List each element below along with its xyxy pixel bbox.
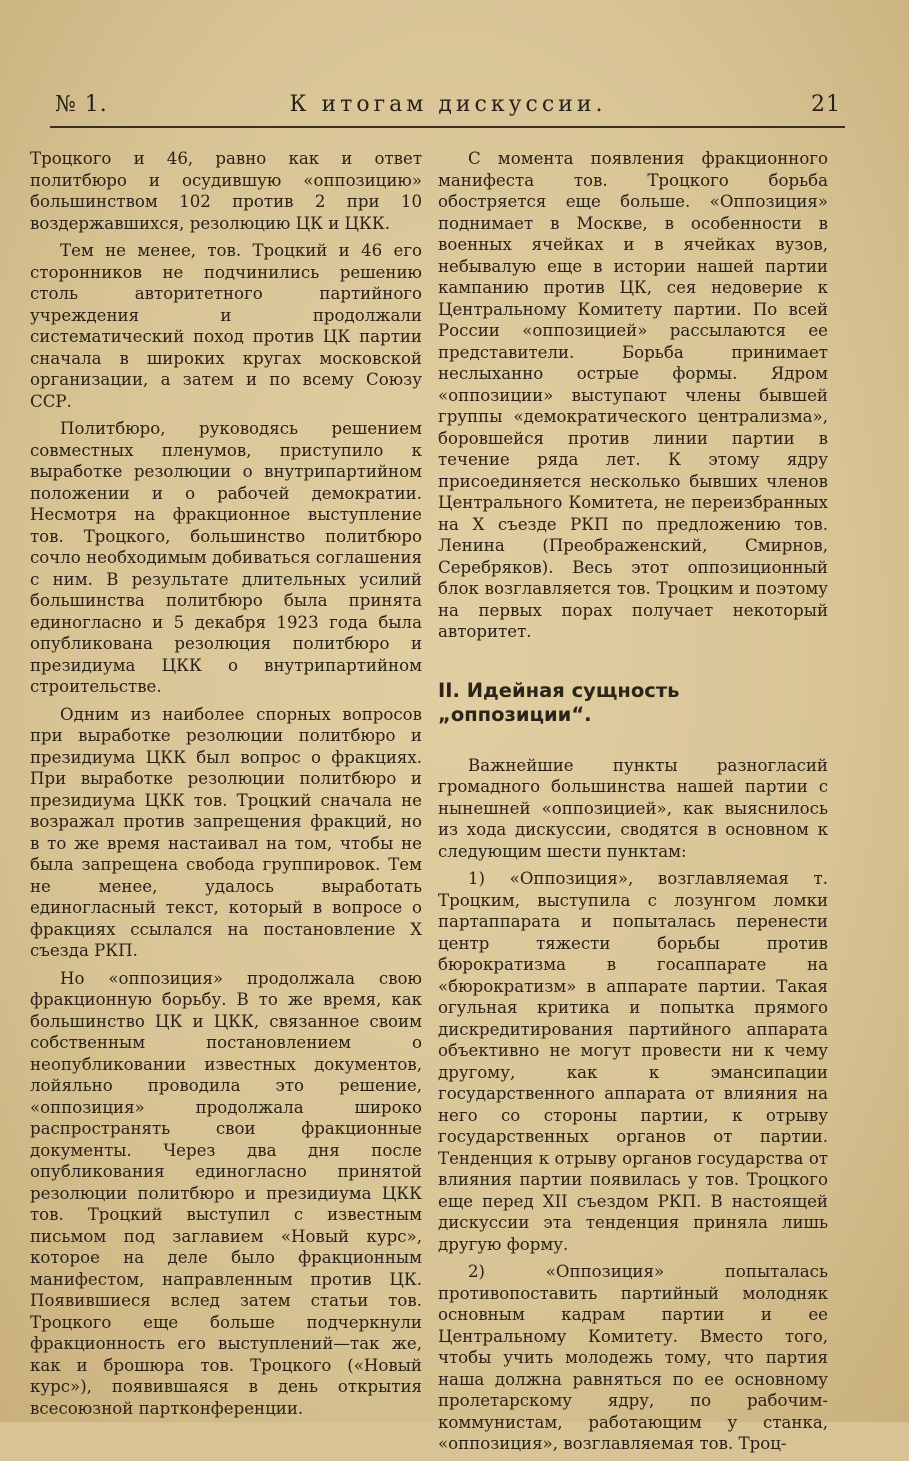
paragraph: Троцкого и 46, равно как и ответ политбюро и осудившую «оппозицию» большинством 102 против 2 при 10 воздержавшихся, резолюцию ЦК и ЦКК. xyxy=(30,149,422,233)
issue-number: № 1. xyxy=(55,92,108,117)
section-heading: II. Идейная сущность „оппозиции“. xyxy=(438,678,680,726)
paragraph: Одним из наиболее спорных вопросов при выработке резолюции политбюро и президиума ЦКК был вопрос о фракциях. При выработке резолюции политбюро и президиума ЦКК тов. Троцкий сначала не возражал против запрещения фракций, но в то же время настаивал на том, чтобы не была запрещена свобода группировок. Тем не менее, удалось выработать единогласный текст, который в вопросе о фракциях ссылался на постановление X съезда РКП. xyxy=(30,704,422,960)
header-rule xyxy=(50,126,845,128)
paragraph: Важнейшие пункты разногласий громадного большинства нашей партии с нынешней «оппозицией», как выяснилось из хода дискуссии, сводятся в основном к следующим шести пунктам: xyxy=(438,755,828,861)
paragraph: 1) «Оппозиция», возглавляемая т. Троцким, выступила с лозунгом ломки партаппарата и попыталась перенести центр тяжести борьбы против бюрократизма в госаппарате на «бюрократизм» в аппарате партии. Такая огульная критика и попытка прямого дискредитирования партийного аппарата объективно не могут провести ни к чему другому, как к эмансипации государственного аппарата от влияния на него со стороны партии, к отрыву государственных органов от партии. Тенденция к отрыву органов государства от влияния партии появилась у тов. Троцкого еще перед XII съездом РКП. В настоящей дискуссии эта тенденция приняла лишь другую форму. xyxy=(438,869,828,1254)
paragraph: 2) «Оппозиция» попыталась противопоставить партийный молодняк основным кадрам партии и ее Центральному Комитету. Вместо того, чтобы учить молодежь тому, что партия наша должна равняться по ее основному пролетарскому ядру, по рабочим-коммунистам, работающим у станка, «оппозиция», возглавляемая тов. Троц- xyxy=(438,1262,828,1453)
left-column xyxy=(30,148,422,1425)
running-title: К итогам дискуссии. xyxy=(289,92,607,117)
page-number: 21 xyxy=(811,92,841,117)
running-header xyxy=(55,92,841,122)
paragraph: Политбюро, руководясь решением совместных пленумов, приступило к выработке резолюции о внутрипартийном положении и о рабочей демократии. Несмотря на фракционное выступление тов. Троцкого, большинство политбюро сочло необходимым добиваться соглашения с ним. В результате длительных усилий большинства политбюро была принята единогласно и 5 декабря 1923 года была опубликована резолюция политбюро и президиума ЦКК о внутрипартийном строительстве. xyxy=(30,419,422,696)
paragraph: Но «оппозиция» продолжала свою фракционную борьбу. В то же время, как большинство ЦК и ЦКК, связанное своим собственным постановлением о неопубликовании известных документов, лойяльно проводила это решение, «оппозиция» продолжала широко распространять свои фракционные документы. Через два дня после опубликования единогласно принятой резолюции политбюро и президиума ЦКК тов. Троцкий выступил с известным письмом под заглавием «Новый курс», которое на деле было фракционным манифестом, направленным против ЦК. Появившиеся вслед затем статьи тов. Троцкого еще больше подчеркнули фракционность его выступлений—так же, как и брошюра тов. Троцкого («Новый курс»), появившаяся в день открытия всесоюзной партконференции. xyxy=(30,968,422,1418)
paragraph: Тем не менее, тов. Троцкий и 46 его сторонников не подчинились решению столь авторитетного партийного учреждения и продолжали систематический поход против ЦК партии сначала в широких кругах московской организации, а затем и по всему Союзу ССР. xyxy=(30,241,422,411)
right-column xyxy=(438,148,828,1461)
paragraph: С момента появления фракционного манифеста тов. Троцкого борьба обостряется еще больше. «Оппозиция» поднимает в Москве, в особенности в военных ячейках и в ячейках вузов, небывалую еще в истории нашей партии кампанию против ЦК, сея недоверие к Центральному Комитету партии. По всей России «оппозицией» рассылаются ее представители. Борьба принимает неслыханно острые формы. Ядром «оппозиции» выступают члены бывшей группы «демократического централизма», боровшейся против линии партии в течение ряда лет. К этому ядру присоединяется несколько бывших членов Центрального Комитета, не переизбранных на X съезде РКП по предложению тов. Ленина (Преображенский, Смирнов, Серебряков). Весь этот оппозиционный блок возглавляется тов. Троцким и поэтому на первых порах получает некоторый авторитет. xyxy=(438,149,828,641)
